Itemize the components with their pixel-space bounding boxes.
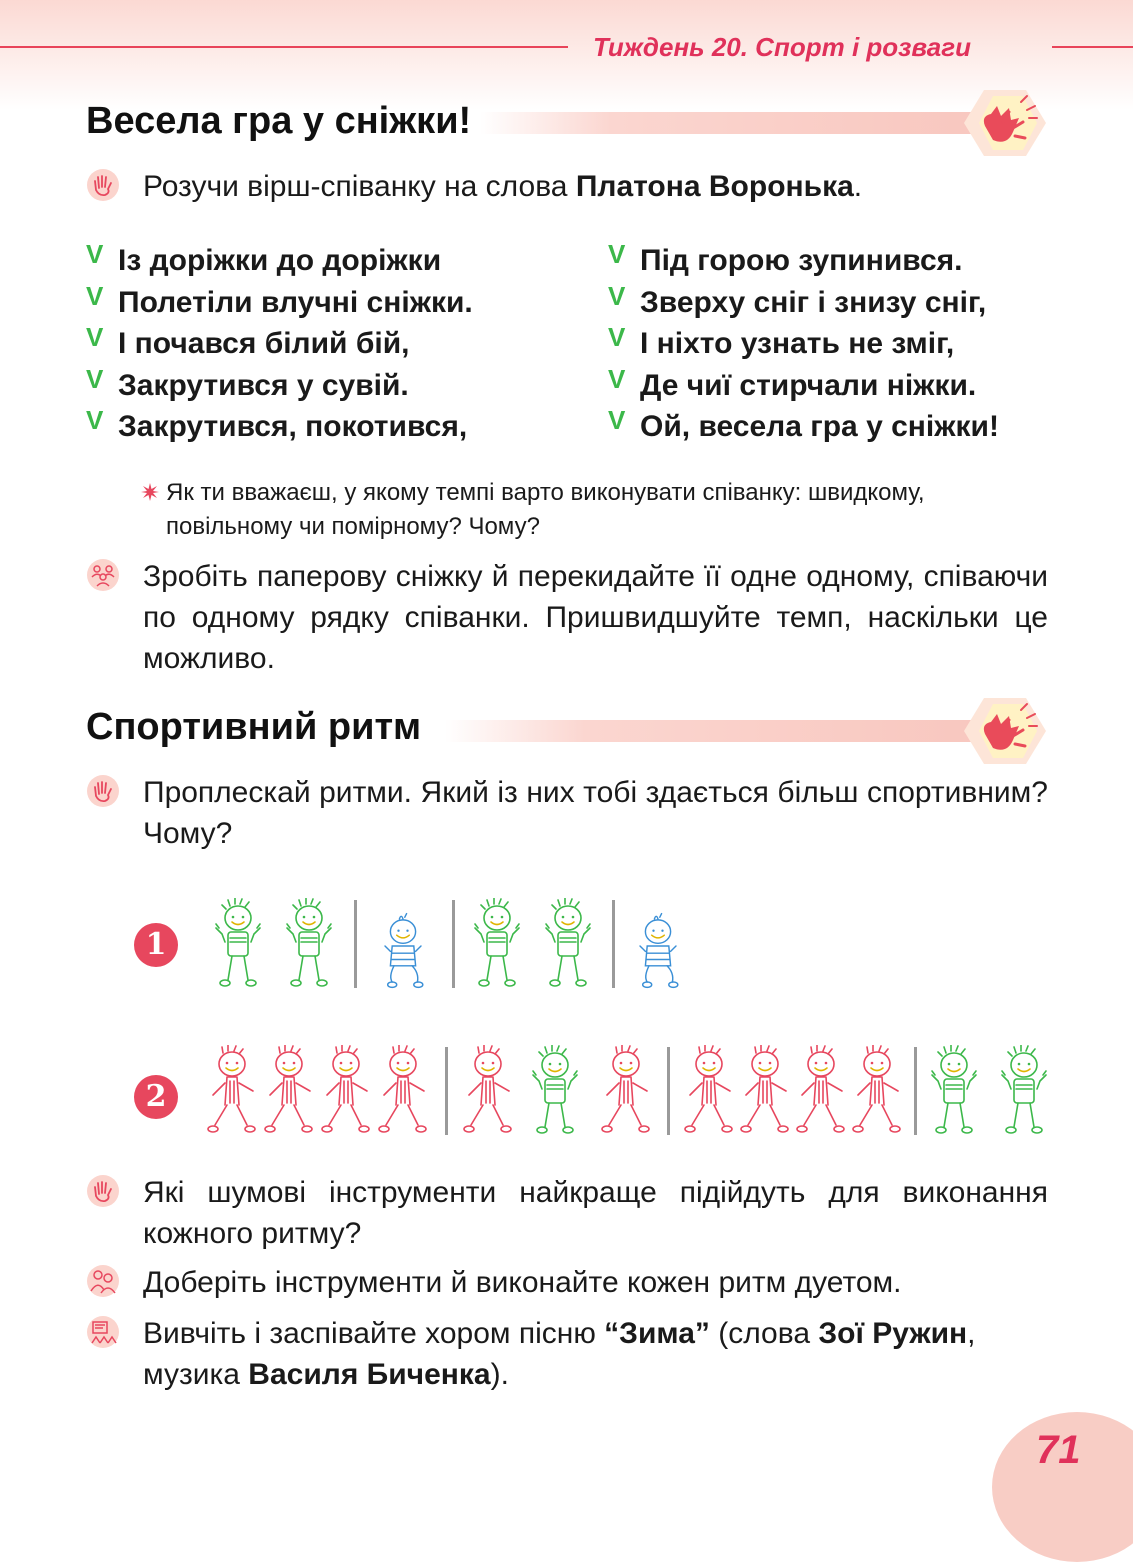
- check-mark: V: [608, 322, 626, 352]
- check-mark: V: [86, 405, 104, 435]
- poem-line: V Де чиї стирчали ніжки.: [608, 365, 999, 407]
- poem-line: V Закрутився, покотився,: [86, 406, 473, 448]
- green-figure-icon: [469, 898, 525, 998]
- instruments-question-row: [86, 1172, 1048, 1256]
- duet-task-text: Доберіть інструменти й виконайте кожен ритм дуетом.: [143, 1266, 902, 1299]
- pair-icon: [86, 1264, 120, 1298]
- instruction-row: [86, 166, 1048, 208]
- duet-task-row: [86, 1262, 1048, 1304]
- bar-line: [445, 1047, 448, 1135]
- poem-line: V І ніхто узнать не зміг,: [608, 323, 999, 365]
- rhythm-number-badge: 2: [134, 1075, 178, 1119]
- poem-column-left: [86, 240, 473, 448]
- poem-line: V І почався білий бій,: [86, 323, 473, 365]
- clap-hex-icon: [962, 696, 1048, 766]
- bar-line: [452, 900, 455, 988]
- hand-icon: [86, 774, 120, 808]
- red-figure-icon: [319, 1045, 375, 1145]
- poem-line: V Із доріжки до доріжки: [86, 240, 473, 282]
- red-figure-icon: [738, 1045, 794, 1145]
- green-figure-icon: [540, 898, 596, 998]
- group-icon: [86, 558, 120, 592]
- poem-line: V Під горою зупинився.: [608, 240, 999, 282]
- check-mark: V: [608, 363, 626, 394]
- red-figure-icon: [850, 1045, 906, 1145]
- page-number: 71: [1036, 1428, 1081, 1472]
- green-figure-icon: [996, 1045, 1052, 1145]
- section-title: Спортивний ритм: [86, 706, 422, 748]
- group-task-text: Зробіть паперову сніжку й перекидайте її одне одному, співаючи по одному рядку співанки. Пришвидшуйте темп, наскільки це можливо.: [143, 560, 1048, 675]
- red-figure-icon: [205, 1045, 261, 1145]
- check-mark: V: [86, 363, 104, 394]
- green-figure-icon: [926, 1045, 982, 1145]
- bar-line: [914, 1047, 917, 1135]
- instruments-question-text: Які шумові інструменти найкраще підійдуть для виконання кожного ритму?: [143, 1176, 1048, 1250]
- poem-line: V Закрутився у сувій.: [86, 365, 473, 407]
- red-figure-icon: [461, 1045, 517, 1145]
- blue-figure-icon: [630, 910, 686, 1000]
- green-figure-icon: [210, 898, 266, 998]
- green-figure-icon: [527, 1045, 583, 1145]
- check-mark: V: [608, 280, 626, 311]
- choir-task-row: [86, 1313, 1048, 1397]
- red-figure-icon: [599, 1045, 655, 1145]
- red-figure-icon: [376, 1045, 432, 1145]
- instruction-text: Проплескай ритми. Який із них тобі здається більш спортивним? Чому?: [143, 776, 1048, 850]
- section-title: Весела гра у сніжки!: [86, 100, 472, 142]
- poem-column-right: [608, 240, 999, 448]
- question-text: Як ти вважаєш, у якому темпі варто виконувати співанку: швидкому, повільному чи помірному? Чому?: [166, 479, 925, 540]
- red-figure-icon: [682, 1045, 738, 1145]
- bar-line: [354, 900, 357, 988]
- choir-task-text: Вивчіть і заспівайте хором пісню “Зима” (слова Зої Ружин, музика Василя Биченка).: [143, 1317, 976, 1391]
- rhythm-number-badge: 1: [134, 923, 178, 967]
- check-mark: V: [86, 280, 104, 311]
- hand-icon: [86, 168, 120, 202]
- green-figure-icon: [281, 898, 337, 998]
- question-block: [141, 476, 1041, 544]
- star-icon: [141, 483, 159, 501]
- check-mark: V: [86, 239, 104, 269]
- group-task-row: [86, 556, 1048, 681]
- choir-icon: [86, 1315, 120, 1349]
- header-rule-right: [1052, 46, 1133, 48]
- section-title-bar: [445, 720, 1005, 742]
- bar-line: [667, 1047, 670, 1135]
- bar-line: [612, 900, 615, 988]
- check-mark: V: [608, 405, 626, 435]
- poem-line: V Полетіли влучні сніжки.: [86, 282, 473, 324]
- header-rule-left: [0, 46, 568, 48]
- check-mark: V: [86, 322, 104, 352]
- poem-line: V Ой, весела гра у сніжки!: [608, 406, 999, 448]
- hand-icon: [86, 1174, 120, 1208]
- red-figure-icon: [794, 1045, 850, 1145]
- poem-line: V Зверху сніг і знизу сніг,: [608, 282, 999, 324]
- blue-figure-icon: [375, 910, 431, 1000]
- section-title-bar: [480, 112, 1005, 134]
- chapter-title: Тиждень 20. Спорт і розваги: [593, 32, 972, 62]
- check-mark: V: [608, 239, 626, 269]
- clap-hex-icon: [962, 88, 1048, 158]
- red-figure-icon: [262, 1045, 318, 1145]
- instruction-row: [86, 772, 1048, 856]
- instruction-text: Розучи вірш-співанку на слова Платона Воронька.: [143, 170, 863, 203]
